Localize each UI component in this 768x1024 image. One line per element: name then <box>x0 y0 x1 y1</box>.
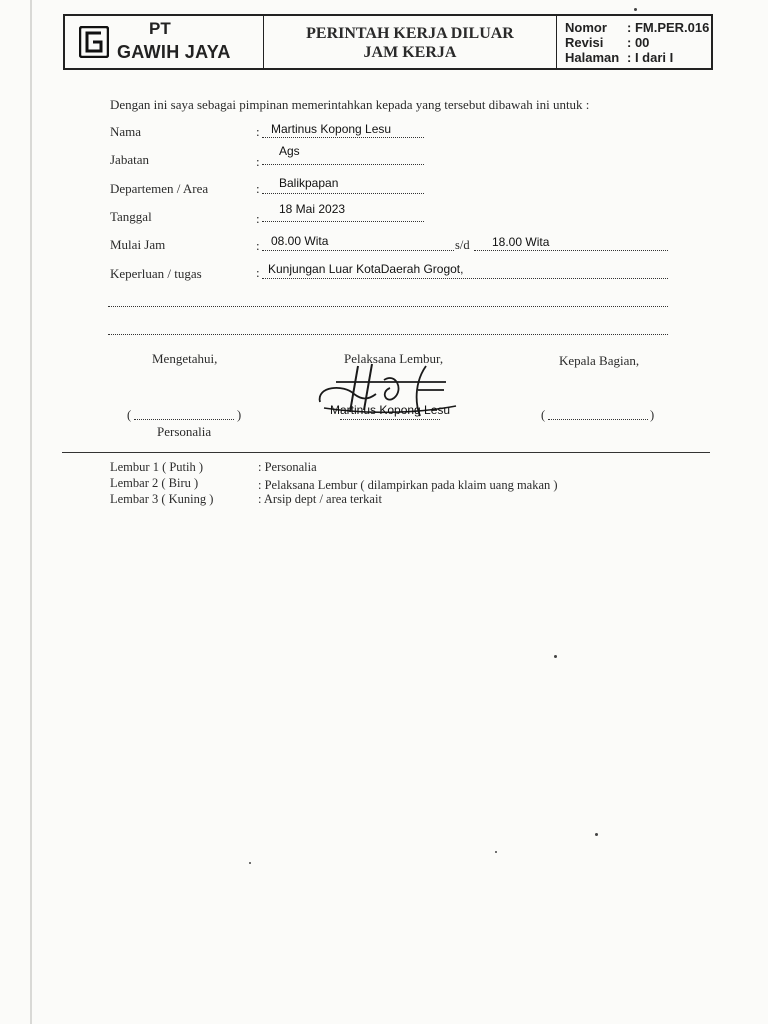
intro-text: Dengan ini saya sebagai pimpinan memerintahkan kepada yang tersebut dibawah ini untuk : <box>110 97 590 112</box>
scan-speck <box>495 851 497 853</box>
copy-sheet-2: Lembar 2 ( Biru ) <box>110 476 199 490</box>
field-value-tanggal: 18 Mai 2023 <box>279 202 346 216</box>
dotted-line <box>262 193 424 194</box>
field-separator: : <box>256 211 260 226</box>
divider <box>62 452 710 453</box>
dotted-line <box>108 334 668 335</box>
copy-dest-1: : Personalia <box>258 460 317 474</box>
label-pelaksana: Pelaksana Lembur, <box>344 351 444 366</box>
dotted-line <box>262 137 424 138</box>
close-paren: ) <box>237 408 242 422</box>
field-value-jabatan: Ags <box>279 144 300 158</box>
copy-sheet-3: Lembar 3 ( Kuning ) <box>110 492 214 506</box>
field-value-mulai-jam-start: 08.00 Wita <box>271 234 329 248</box>
open-paren: ( <box>541 408 546 422</box>
company-block <box>65 16 264 68</box>
scan-speck <box>634 8 637 11</box>
label-mengetahui: Mengetahui, <box>152 351 218 366</box>
field-value-keperluan: Kunjungan Luar KotaDaerah Grogot, <box>268 262 464 276</box>
field-value-departemen: Balikpapan <box>279 176 339 190</box>
dotted-line <box>340 419 440 420</box>
title-line-1: PERINTAH KERJA DILUAR <box>306 25 514 42</box>
dotted-line <box>474 250 668 251</box>
meta-halaman: Halaman : I dari I <box>565 50 674 65</box>
field-separator: : <box>256 238 260 253</box>
company-name: GAWIH JAYA <box>117 42 231 62</box>
scan-edge <box>30 0 32 1024</box>
dotted-line <box>108 306 668 307</box>
open-paren: ( <box>127 408 132 422</box>
scan-speck <box>249 862 251 864</box>
meta-revisi: Revisi : 00 <box>565 35 650 50</box>
dotted-line <box>134 419 234 420</box>
copy-dest-3: : Arsip dept / area terkait <box>258 492 382 506</box>
field-separator: : <box>256 124 260 139</box>
scan-speck <box>554 655 557 658</box>
label-personalia: Personalia <box>157 424 212 439</box>
field-label-keperluan: Keperluan / tugas <box>110 266 202 281</box>
scan-speck <box>595 833 598 836</box>
company-logo-icon <box>79 26 109 58</box>
pelaksana-name: Martinus Kopong Lesu <box>330 403 451 417</box>
dotted-line <box>548 419 648 420</box>
field-separator: : <box>256 154 260 169</box>
close-paren: ) <box>650 408 655 422</box>
field-label-tanggal: Tanggal <box>110 209 152 224</box>
field-label-nama: Nama <box>110 124 142 139</box>
field-value-nama: Martinus Kopong Lesu <box>271 122 392 136</box>
dotted-line <box>262 250 454 251</box>
field-label-departemen: Departemen / Area <box>110 181 209 196</box>
meta-nomor: Nomor : FM.PER.016 <box>565 20 710 35</box>
field-separator: : <box>256 181 260 196</box>
dotted-line <box>262 221 424 222</box>
field-separator: : <box>256 265 260 280</box>
document-header <box>63 14 713 70</box>
document-title <box>264 16 557 68</box>
field-label-jabatan: Jabatan <box>110 152 149 167</box>
dotted-line <box>262 164 424 165</box>
copy-dest-2: : Pelaksana Lembur ( dilampirkan pada klaim uang makan ) <box>258 478 558 492</box>
copy-sheet-1: Lembur 1 ( Putih ) <box>110 460 204 474</box>
sd-separator: s/d <box>455 238 470 252</box>
label-kepala-bagian: Kepala Bagian, <box>559 353 640 368</box>
field-label-mulai-jam: Mulai Jam <box>110 237 166 252</box>
document-meta <box>557 16 711 68</box>
company-prefix: PT <box>149 19 171 38</box>
dotted-line <box>262 278 668 279</box>
title-line-2: JAM KERJA <box>363 44 457 61</box>
field-value-mulai-jam-end: 18.00 Wita <box>492 235 550 249</box>
